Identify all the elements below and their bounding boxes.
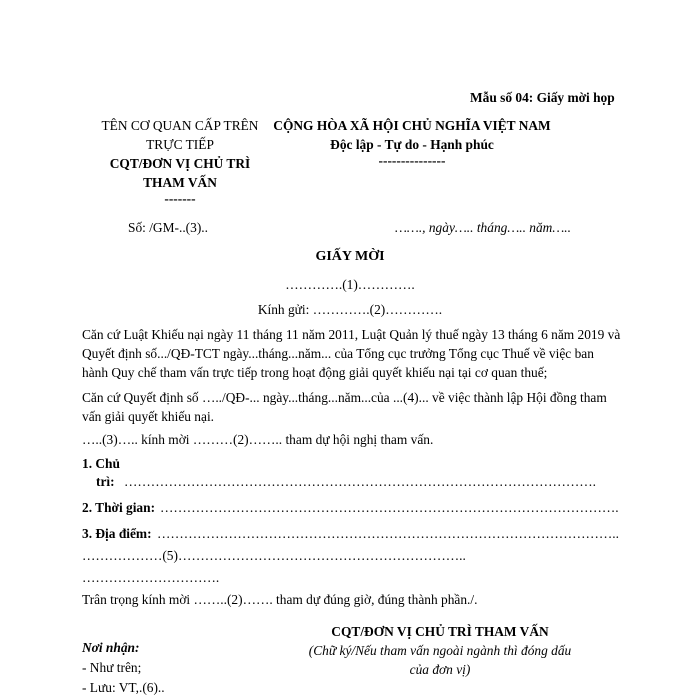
date-line: ……., ngày….. tháng….. năm….. <box>395 220 571 235</box>
invitation-line: …..(3)….. kính mời ………(2)…….. tham dự hội nghị tham vấn. <box>82 432 434 447</box>
item2-dots: …………………………………………………………………………………………. <box>160 500 619 515</box>
country-name: CỘNG HÒA XÃ HỘI CHỦ NGHĨA VIỆT NAM <box>273 118 551 133</box>
signature-title: CQT/ĐƠN VỊ CHỦ TRÌ THAM VẤN <box>331 624 549 639</box>
form-code: Mẫu số 04: Giấy mời họp <box>470 90 615 105</box>
right-header-rule: --------------- <box>378 153 446 168</box>
host-agency-line2: THAM VẤN <box>143 175 217 190</box>
invitee-line: ………….(1)…………. <box>285 277 415 292</box>
item2-label: 2. Thời gian: <box>82 500 156 515</box>
national-motto-header <box>262 116 562 168</box>
parent-agency-line2: TRỰC TIẾP <box>146 137 214 152</box>
issuing-agency-header <box>80 116 280 206</box>
item3-label: 3. Địa điểm: <box>82 526 152 541</box>
item1-label-a: 1. Chủ <box>82 456 120 471</box>
signature-block <box>290 622 590 679</box>
signature-note-1: (Chữ ký/Nếu tham vấn ngoài ngành thì đóng dấu <box>308 643 572 658</box>
document-number: Số: /GM-..(3).. <box>128 220 208 235</box>
signature-note-2: của đơn vị) <box>409 662 471 677</box>
item3-line2: ………………(5)……………………………………………………….. <box>82 548 466 563</box>
item1-dots: ……………………………………………………………………………………………. <box>124 474 597 489</box>
legal-basis-paragraph-1: Căn cứ Luật Khiếu nại ngày 11 tháng 11 năm 2011, Luật Quản lý thuế ngày 13 tháng 6 năm 2019 và Quyết định số.../QĐ-TCT ngày...tháng...năm... của Tổng cục trưởng Tổng cục Thuế về việc ban hành Quy chế tham vấn trực tiếp trong hoạt động giải quyết khiếu nại tại cơ quan thuế; <box>82 327 621 380</box>
item3-line3: …………………………. <box>82 570 220 585</box>
left-header-rule: ------- <box>164 191 196 206</box>
legal-basis-paragraph-2: Căn cứ Quyết định số …../QĐ-... ngày...tháng...năm...của ...(4)... về việc thành lập Hội đồng tham vấn giải quyết khiếu nại. <box>82 390 607 424</box>
recipients-label: Nơi nhận: <box>82 640 140 655</box>
national-motto: Độc lập - Tự do - Hạnh phúc <box>330 137 494 152</box>
kinh-gui-line: Kính gửi: ………….(2)…………. <box>257 302 443 317</box>
host-agency-line1: CQT/ĐƠN VỊ CHỦ TRÌ <box>109 156 251 171</box>
recipients-line1: - Như trên; <box>82 660 142 675</box>
parent-agency-line1: TÊN CƠ QUAN CẤP TRÊN <box>101 118 259 133</box>
item3-dots: ………………………………………………………………………………………….. <box>157 526 619 541</box>
document-title: GIẤY MỜI <box>315 249 385 264</box>
closing-line: Trân trọng kính mời ……..(2)……. tham dự đúng giờ, đúng thành phần./. <box>82 592 478 607</box>
item1-label-b: trì: <box>96 474 115 489</box>
recipients-line2: - Lưu: VT,.(6).. <box>82 680 165 695</box>
